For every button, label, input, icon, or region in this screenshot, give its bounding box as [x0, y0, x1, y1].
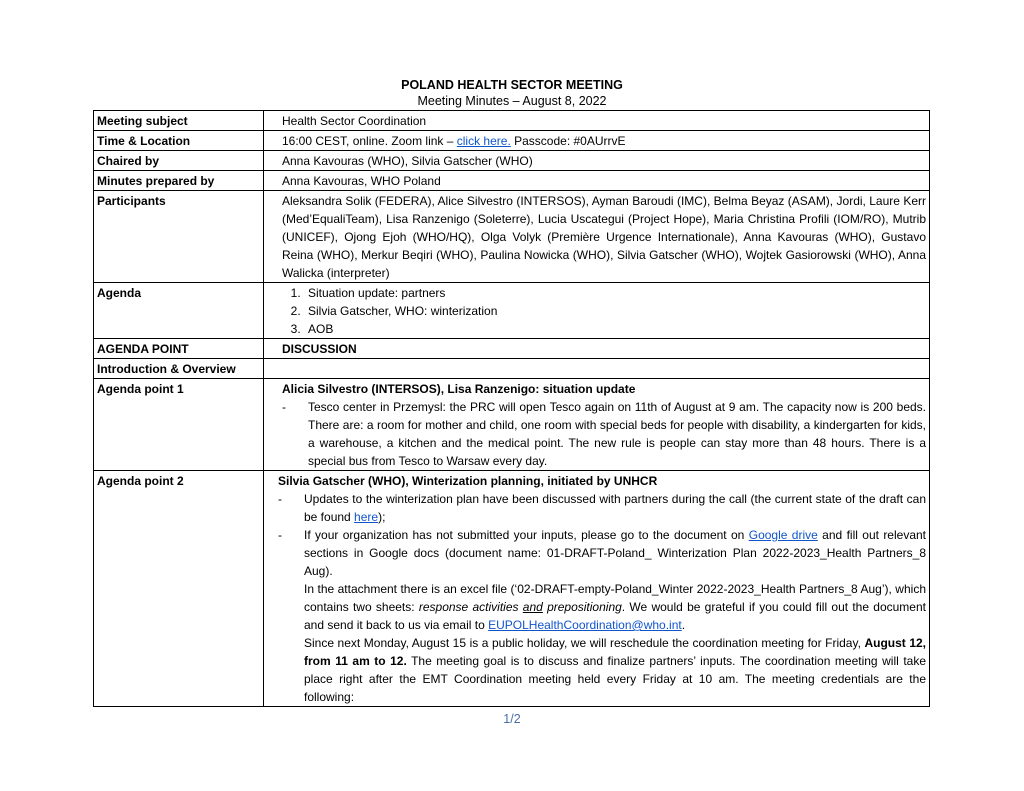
meeting-date: August 12, from 11 am to 12.	[304, 636, 926, 668]
table-row	[94, 171, 930, 191]
row-value: Health Sector Coordination	[264, 111, 930, 131]
row-value: Anna Kavouras (WHO), Silvia Gatscher (WHO)	[264, 151, 930, 171]
table-row	[94, 471, 930, 707]
row-label: AGENDA POINT	[94, 339, 264, 359]
table-row	[94, 359, 930, 379]
sheet-name: response activities	[418, 600, 519, 614]
document-subtitle: Meeting Minutes – August 8, 2022	[417, 94, 607, 108]
agenda-point-1-content	[264, 379, 930, 471]
attachment-paragraph	[278, 580, 926, 634]
row-value: DISCUSSION	[264, 339, 930, 359]
point-heading: Alicia Silvestro (INTERSOS), Lisa Ranzenigo: situation update	[282, 382, 636, 396]
table-row	[94, 339, 930, 359]
row-label: Agenda	[94, 283, 264, 339]
row-value: Anna Kavouras, WHO Poland	[264, 171, 930, 191]
zoom-link[interactable]: click here.	[456, 134, 511, 148]
draft-link[interactable]: here	[354, 510, 379, 524]
bullet-dash: -	[278, 492, 282, 506]
paragraph-text: The meeting goal is to discuss and finalize partners’ inputs. The coordination meeting will take place right after the EMT Coordination meeting held every Friday at 10 am. The meeting credentials are the following:	[304, 654, 926, 704]
bullet-dash: -	[282, 400, 286, 414]
bullet-text: Tesco center in Przemysl: the PRC will open Tesco again on 11th of August at 9 am. The capacity now is 200 beds. There are: a room for mother and child, one room with special beds for people with disability, a kindergarten for kids, a warehouse, a kitchen and the medical point. The new rule is people can stay more than 48 hours. There is a special bus from Tesco to Warsaw every day.	[308, 400, 926, 468]
bullet-text-part: );	[378, 510, 386, 524]
bullet-text-part: If your organization has not submitted your inputs, please go to the document on	[304, 528, 749, 542]
time-text: 16:00 CEST, online. Zoom link –	[282, 134, 457, 148]
table-row	[94, 111, 930, 131]
paragraph-text: Since next Monday, August 15 is a public holiday, we will reschedule the coordination meeting for Friday,	[304, 636, 865, 650]
table-row	[94, 379, 930, 471]
list-item	[282, 398, 926, 470]
participants-list: Aleksandra Solik (FEDERA), Alice Silvestro (INTERSOS), Ayman Baroudi (IMC), Belma Beyaz (ASAM), Jordi, Laure Kerr (Med’EqualiTeam), Lisa Ranzenigo (Soleterre), Lucia Uscategui (Project Hope), Maria Christina Profili (IOM/RO), Mutrib (UNICEF), Ojong Ejoh (WHO/HQ), Olga Volyk (Première Urgence Internationale), Anna Kavouras (WHO), Gustavo Reina (WHO), Merkur Beqiri (WHO), Paulina Nowicka (WHO), Silvia Gatscher (WHO), Wojtek Gasiorowski (WHO), Anna Walicka (interpreter)	[264, 191, 930, 283]
schedule-paragraph	[278, 634, 926, 706]
table-row	[94, 151, 930, 171]
page-number: 1/2	[503, 712, 521, 726]
document-title: POLAND HEALTH SECTOR MEETING	[401, 78, 623, 92]
list-item	[278, 526, 926, 580]
list-item	[278, 490, 926, 526]
row-value	[264, 131, 930, 151]
paragraph-text: In the attachment there is an excel file (‘02-DRAFT-empty-Poland_Winter 2022-2023_Health Partners_8 Aug’), which contains two sheets:	[304, 582, 926, 614]
agenda-point-2-content	[264, 471, 930, 707]
agenda-list-cell	[264, 283, 930, 339]
row-value	[264, 359, 930, 379]
list-item: 1. Situation update: partners	[304, 284, 926, 302]
minutes-table	[93, 110, 930, 707]
row-label: Meeting subject	[94, 111, 264, 131]
bullet-text	[304, 526, 926, 580]
sheet-name: prepositioning	[547, 600, 622, 614]
bullet-text-part: and fill out relevant sections in Google docs (document name: 01-DRAFT-Poland_ Winterization Plan 2022-2023_Health Partners_8 Aug).	[304, 528, 927, 578]
table-row	[94, 191, 930, 283]
email-link[interactable]: EUPOLHealthCoordination@who.int	[488, 618, 682, 632]
row-label: Participants	[94, 191, 264, 283]
bullet-text-part: Updates to the winterization plan have been discussed with partners during the call (the current state of the draft can be found	[304, 492, 926, 524]
point-heading: Silvia Gatscher (WHO), Winterization planning, initiated by UNHCR	[278, 474, 658, 488]
list-item: 3. AOB	[304, 320, 926, 338]
paragraph-text: .	[681, 618, 686, 632]
table-row	[94, 283, 930, 339]
paragraph-text: . We would be grateful if you could fill out the document and send it back to us via email to	[304, 600, 926, 632]
google-drive-link[interactable]: Google drive	[748, 528, 818, 542]
row-label: Chaired by	[94, 151, 264, 171]
row-label: Minutes prepared by	[94, 171, 264, 191]
agenda-list	[282, 284, 926, 338]
row-label: Time & Location	[94, 131, 264, 151]
list-item: 2. Silvia Gatscher, WHO: winterization	[304, 302, 926, 320]
row-label: Agenda point 2	[94, 471, 264, 707]
bullet-text	[304, 490, 926, 526]
table-row	[94, 131, 930, 151]
bullet-dash: -	[278, 528, 282, 542]
row-label: Introduction & Overview	[94, 359, 264, 379]
passcode-text: Passcode: #0AUrrvE	[510, 134, 626, 148]
row-label: Agenda point 1	[94, 379, 264, 471]
conjunction-text: and	[522, 600, 543, 614]
